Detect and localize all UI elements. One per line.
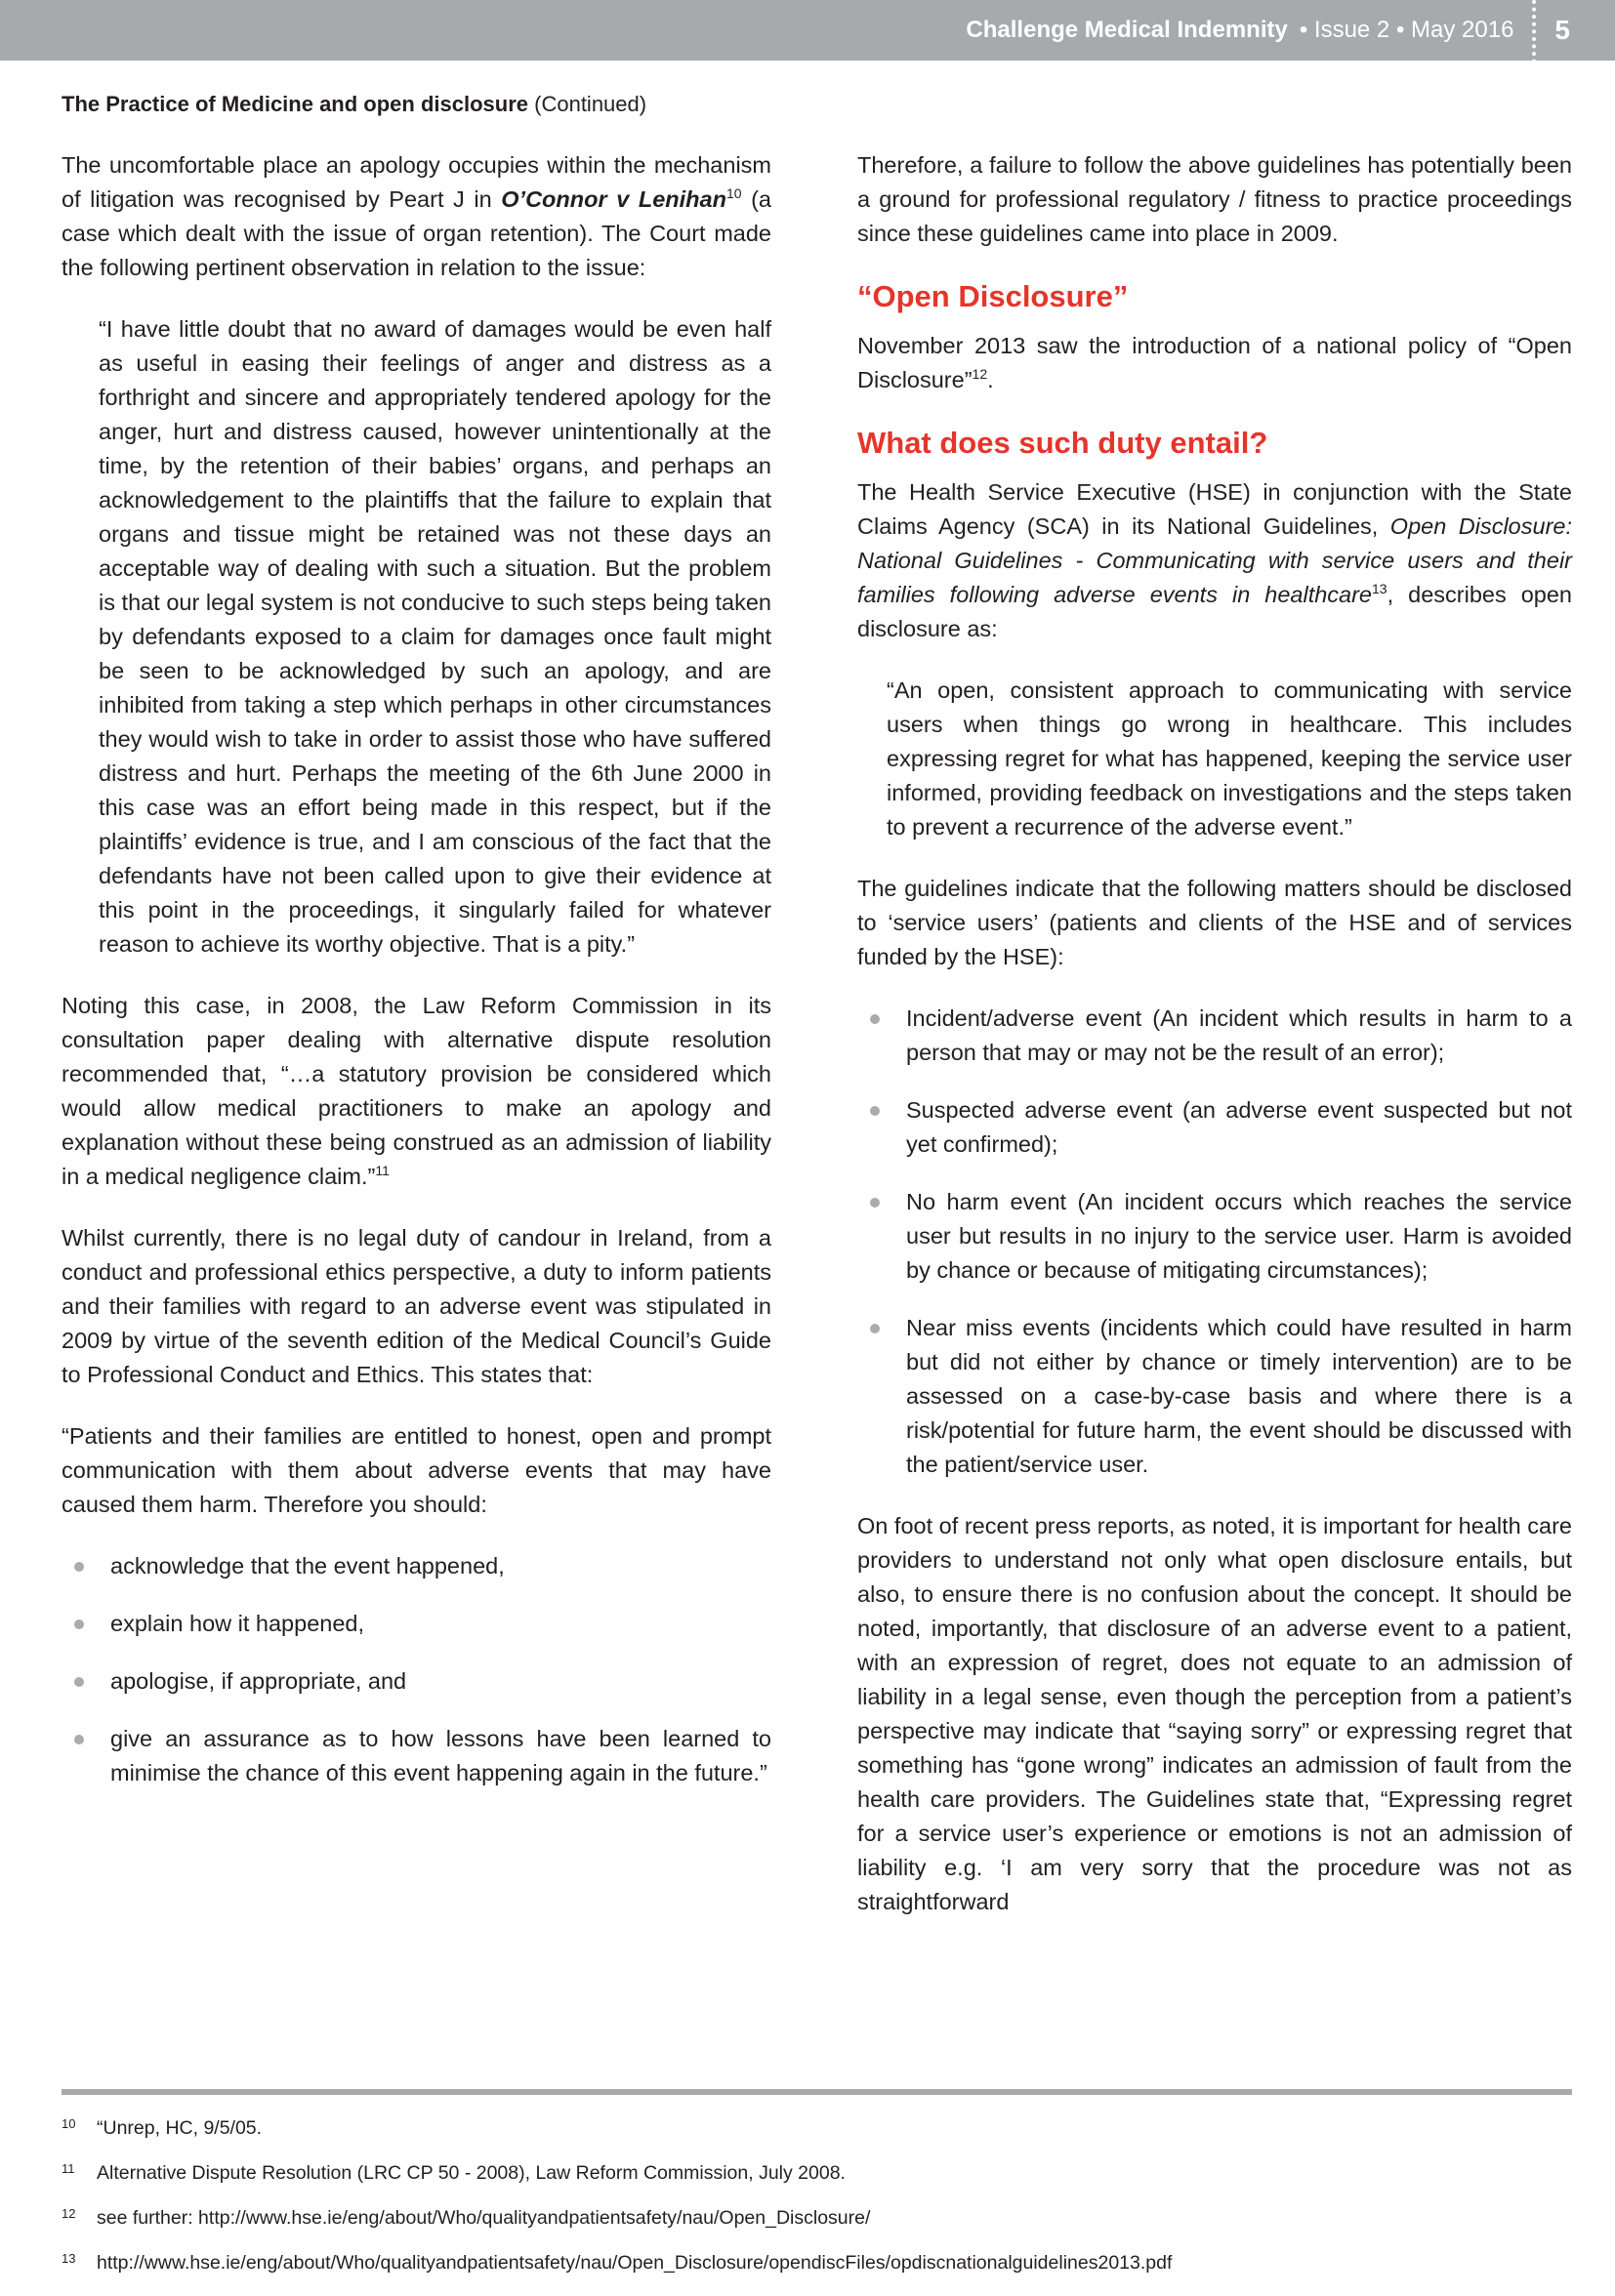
paragraph-law-reform bbox=[62, 989, 771, 1194]
bullet-icon bbox=[74, 1677, 84, 1687]
footnote-ref-13: 13 bbox=[1372, 581, 1387, 597]
page-header-bar bbox=[0, 0, 1615, 61]
blockquote-peart-j: “I have little doubt that no award of damages would be even half as useful in easing their feelings of anger and distress as a forthright and sincere and appropriately tendered apology for the anger, hurt and distress caused, however unintentionally at the time, by the retention of their babies’ organs, and perhaps an acknowledgement to the plaintiffs that the failure to explain that organs and tissue might be retained was not these days an acceptable way of dealing with such a situation. But the problem is that our legal system is not conducive to such steps being taken by defendants exposed to a claim for damages once fault might be seen to be acknowledged by such an apology, and are inhibited from taking a step which perhaps in other circumstances they would wish to take in order to assist those who have suffered distress and hurt. Perhaps the meeting of the 6th June 2000 in this case was an effort being made in this respect, but if the plaintiffs’ evidence is true, and I am conscious of the fact that the defendants have not been called upon to give their evidence at this point in the proceedings, it singularly failed for whatever reason to achieve its worthy objective. That is a pity.” bbox=[99, 316, 771, 957]
footnote-ref-11: 11 bbox=[375, 1163, 390, 1179]
footnote-number: 12 bbox=[62, 2206, 76, 2221]
guidelines-title-italic: Open Disclosure: National Guidelines - Communicating with service users and their families following adverse events in healthcare bbox=[857, 513, 1572, 607]
paragraph-text: The Health Service Executive (HSE) in conjunction with the State Claims Agency (SCA) in its National Guidelines, bbox=[857, 479, 1572, 539]
footnote-text: http://www.hse.ie/eng/about/Who/qualityandpatientsafety/nau/Open_Disclosure/opendiscFiles/opdiscnationalguidelines2013.pdf bbox=[97, 2252, 1173, 2274]
bullet-text: No harm event (An incident occurs which reaches the service user but results in no injury to the service user. Harm is avoided by chance or because of mitigating circumstances); bbox=[906, 1189, 1572, 1283]
bullet-icon bbox=[870, 1324, 880, 1333]
list-item bbox=[857, 1002, 1572, 1070]
left-column bbox=[62, 148, 771, 1947]
footnote-text: Alternative Dispute Resolution (LRC CP 50 - 2008), Law Reform Commission, July 2008. bbox=[97, 2162, 846, 2184]
list-item bbox=[857, 1093, 1572, 1162]
paragraph-text: (a case which dealt with the issue of organ retention). The Court made the following pertinent observation in relation to the issue: bbox=[62, 186, 771, 280]
footnote-divider-rule bbox=[62, 2089, 1572, 2095]
case-citation: O’Connor v Lenihan bbox=[501, 186, 726, 212]
issue-date-label: • Issue 2 • May 2016 bbox=[1299, 17, 1514, 43]
list-item bbox=[62, 1664, 771, 1699]
list-item bbox=[62, 1722, 771, 1790]
blockquote-open-disclosure-definition: “An open, consistent approach to communicating with service users when things go wrong in healthcare. This includes expressing regret for what has happened, keeping the service user informed, providing feedback on investigations and the steps taken to prevent a recurrence of the adverse event.” bbox=[887, 677, 1572, 840]
footnote bbox=[62, 2161, 1572, 2185]
bullet-icon bbox=[74, 1735, 84, 1744]
paragraph-text: The uncomfortable place an apology occupies within the mechanism of litigation was recognised by Peart J in bbox=[62, 152, 771, 212]
article-title-main: The Practice of Medicine and open disclosure bbox=[62, 92, 529, 116]
paragraph-apology-litigation bbox=[62, 148, 771, 285]
section-heading-open-disclosure: “Open Disclosure” bbox=[857, 279, 1129, 313]
list-item bbox=[857, 1311, 1572, 1482]
paragraph-text: Noting this case, in 2008, the Law Reform Commission in its consultation paper dealing with alternative dispute resolution recommended that, “…a statutory provision be considered which would allow medical practitioners to make an apology and explanation without these being construed as an admission of liability in a medical negligence claim.” bbox=[62, 993, 771, 1189]
page-number: 5 bbox=[1554, 15, 1570, 45]
content-columns bbox=[0, 148, 1615, 1947]
footnote bbox=[62, 2206, 1572, 2230]
bullet-icon bbox=[74, 1562, 84, 1572]
footnote-number: 13 bbox=[62, 2251, 76, 2266]
paragraph-text: November 2013 saw the introduction of a national policy of “Open Disclosure” bbox=[857, 333, 1572, 392]
bullet-text: acknowledge that the event happened, bbox=[110, 1553, 505, 1578]
paragraph-duty-candour: Whilst currently, there is no legal duty of candour in Ireland, from a conduct and professional ethics perspective, a duty to inform patients and their families with regard to an adverse event was stipulated in 2009 by virtue of the seventh edition of the Medical Council’s Guide to Professional Conduct and Ethics. This states that: bbox=[62, 1225, 771, 1387]
footnote-number: 10 bbox=[62, 2116, 76, 2131]
newsletter-title: Challenge Medical Indemnity bbox=[966, 17, 1288, 43]
guidance-bullet-list bbox=[62, 1549, 771, 1790]
dotted-divider bbox=[1532, 0, 1536, 78]
list-item bbox=[857, 1185, 1572, 1288]
bullet-text: Near miss events (incidents which could have resulted in harm but did not either by chance or timely intervention) are to be assessed on a case-by-case basis and where there is a risk/potential for future harm, the event should be discussed with the patient/service user. bbox=[906, 1315, 1572, 1477]
section-heading-duty-entail: What does such duty entail? bbox=[857, 426, 1268, 460]
paragraph-guidelines-indicate: The guidelines indicate that the following matters should be disclosed to ‘service users’ (patients and clients of the HSE and of services funded by the HSE): bbox=[857, 876, 1572, 969]
paragraph-hse-sca bbox=[857, 475, 1572, 646]
bullet-icon bbox=[870, 1198, 880, 1208]
disclosure-events-bullet-list bbox=[857, 1002, 1572, 1482]
article-title bbox=[62, 92, 1553, 117]
bullet-text: Suspected adverse event (an adverse event suspected but not yet confirmed); bbox=[906, 1097, 1572, 1157]
list-item bbox=[62, 1549, 771, 1583]
footnotes-section bbox=[62, 2089, 1572, 2296]
footnote-number: 11 bbox=[62, 2161, 75, 2176]
bullet-text: apologise, if appropriate, and bbox=[110, 1668, 407, 1694]
paragraph-patients-entitled: “Patients and their families are entitled to honest, open and prompt communication with them about adverse events that may have caused them harm. Therefore you should: bbox=[62, 1423, 771, 1517]
article-title-continued: (Continued) bbox=[528, 92, 647, 116]
footnote-text: see further: http://www.hse.ie/eng/about/Who/qualityandpatientsafety/nau/Open_Disclosure/ bbox=[97, 2207, 871, 2229]
bullet-icon bbox=[870, 1014, 880, 1024]
bullet-icon bbox=[870, 1106, 880, 1116]
right-column bbox=[857, 148, 1572, 1947]
paragraph-press-reports: On foot of recent press reports, as noted, it is important for health care providers to understand not only what open disclosure entails, but also, to ensure there is no confusion about the concept. It should be noted, importantly, that disclosure of an adverse event to a patient, with an expression of regret, does not equate to an admission of liability in a legal sense, even though the perception from a patient’s perspective may indicate that “saying sorry” or expressing regret that something has “gone wrong” indicates an admission of fault from the health care providers. The Guidelines state that, “Expressing regret for a service user’s experience or emotions is not an admission of liability e.g. ‘I am very sorry that the procedure was not as straightforward bbox=[857, 1513, 1572, 1914]
footnote bbox=[62, 2251, 1572, 2275]
footnote-ref-10: 10 bbox=[725, 185, 742, 202]
bullet-text: give an assurance as to how lessons have been learned to minimise the chance of this event happening again in the future.” bbox=[110, 1726, 771, 1785]
footnote-ref-12: 12 bbox=[972, 366, 988, 383]
footnote-text: “Unrep, HC, 9/5/05. bbox=[97, 2117, 263, 2139]
bullet-icon bbox=[74, 1620, 84, 1629]
paragraph-text: . bbox=[987, 367, 994, 392]
paragraph-text: , describes open disclosure as: bbox=[857, 582, 1572, 641]
list-item bbox=[62, 1607, 771, 1641]
paragraph-november-2013 bbox=[857, 329, 1572, 397]
bullet-text: Incident/adverse event (An incident which results in harm to a person that may or may not be the result of an error); bbox=[906, 1005, 1572, 1065]
footnote bbox=[62, 2116, 1572, 2140]
paragraph-failure-guidelines: Therefore, a failure to follow the above guidelines has potentially been a ground for professional regulatory / fitness to practice proceedings since these guidelines came into place in 2009. bbox=[857, 152, 1572, 246]
bullet-text: explain how it happened, bbox=[110, 1611, 365, 1636]
